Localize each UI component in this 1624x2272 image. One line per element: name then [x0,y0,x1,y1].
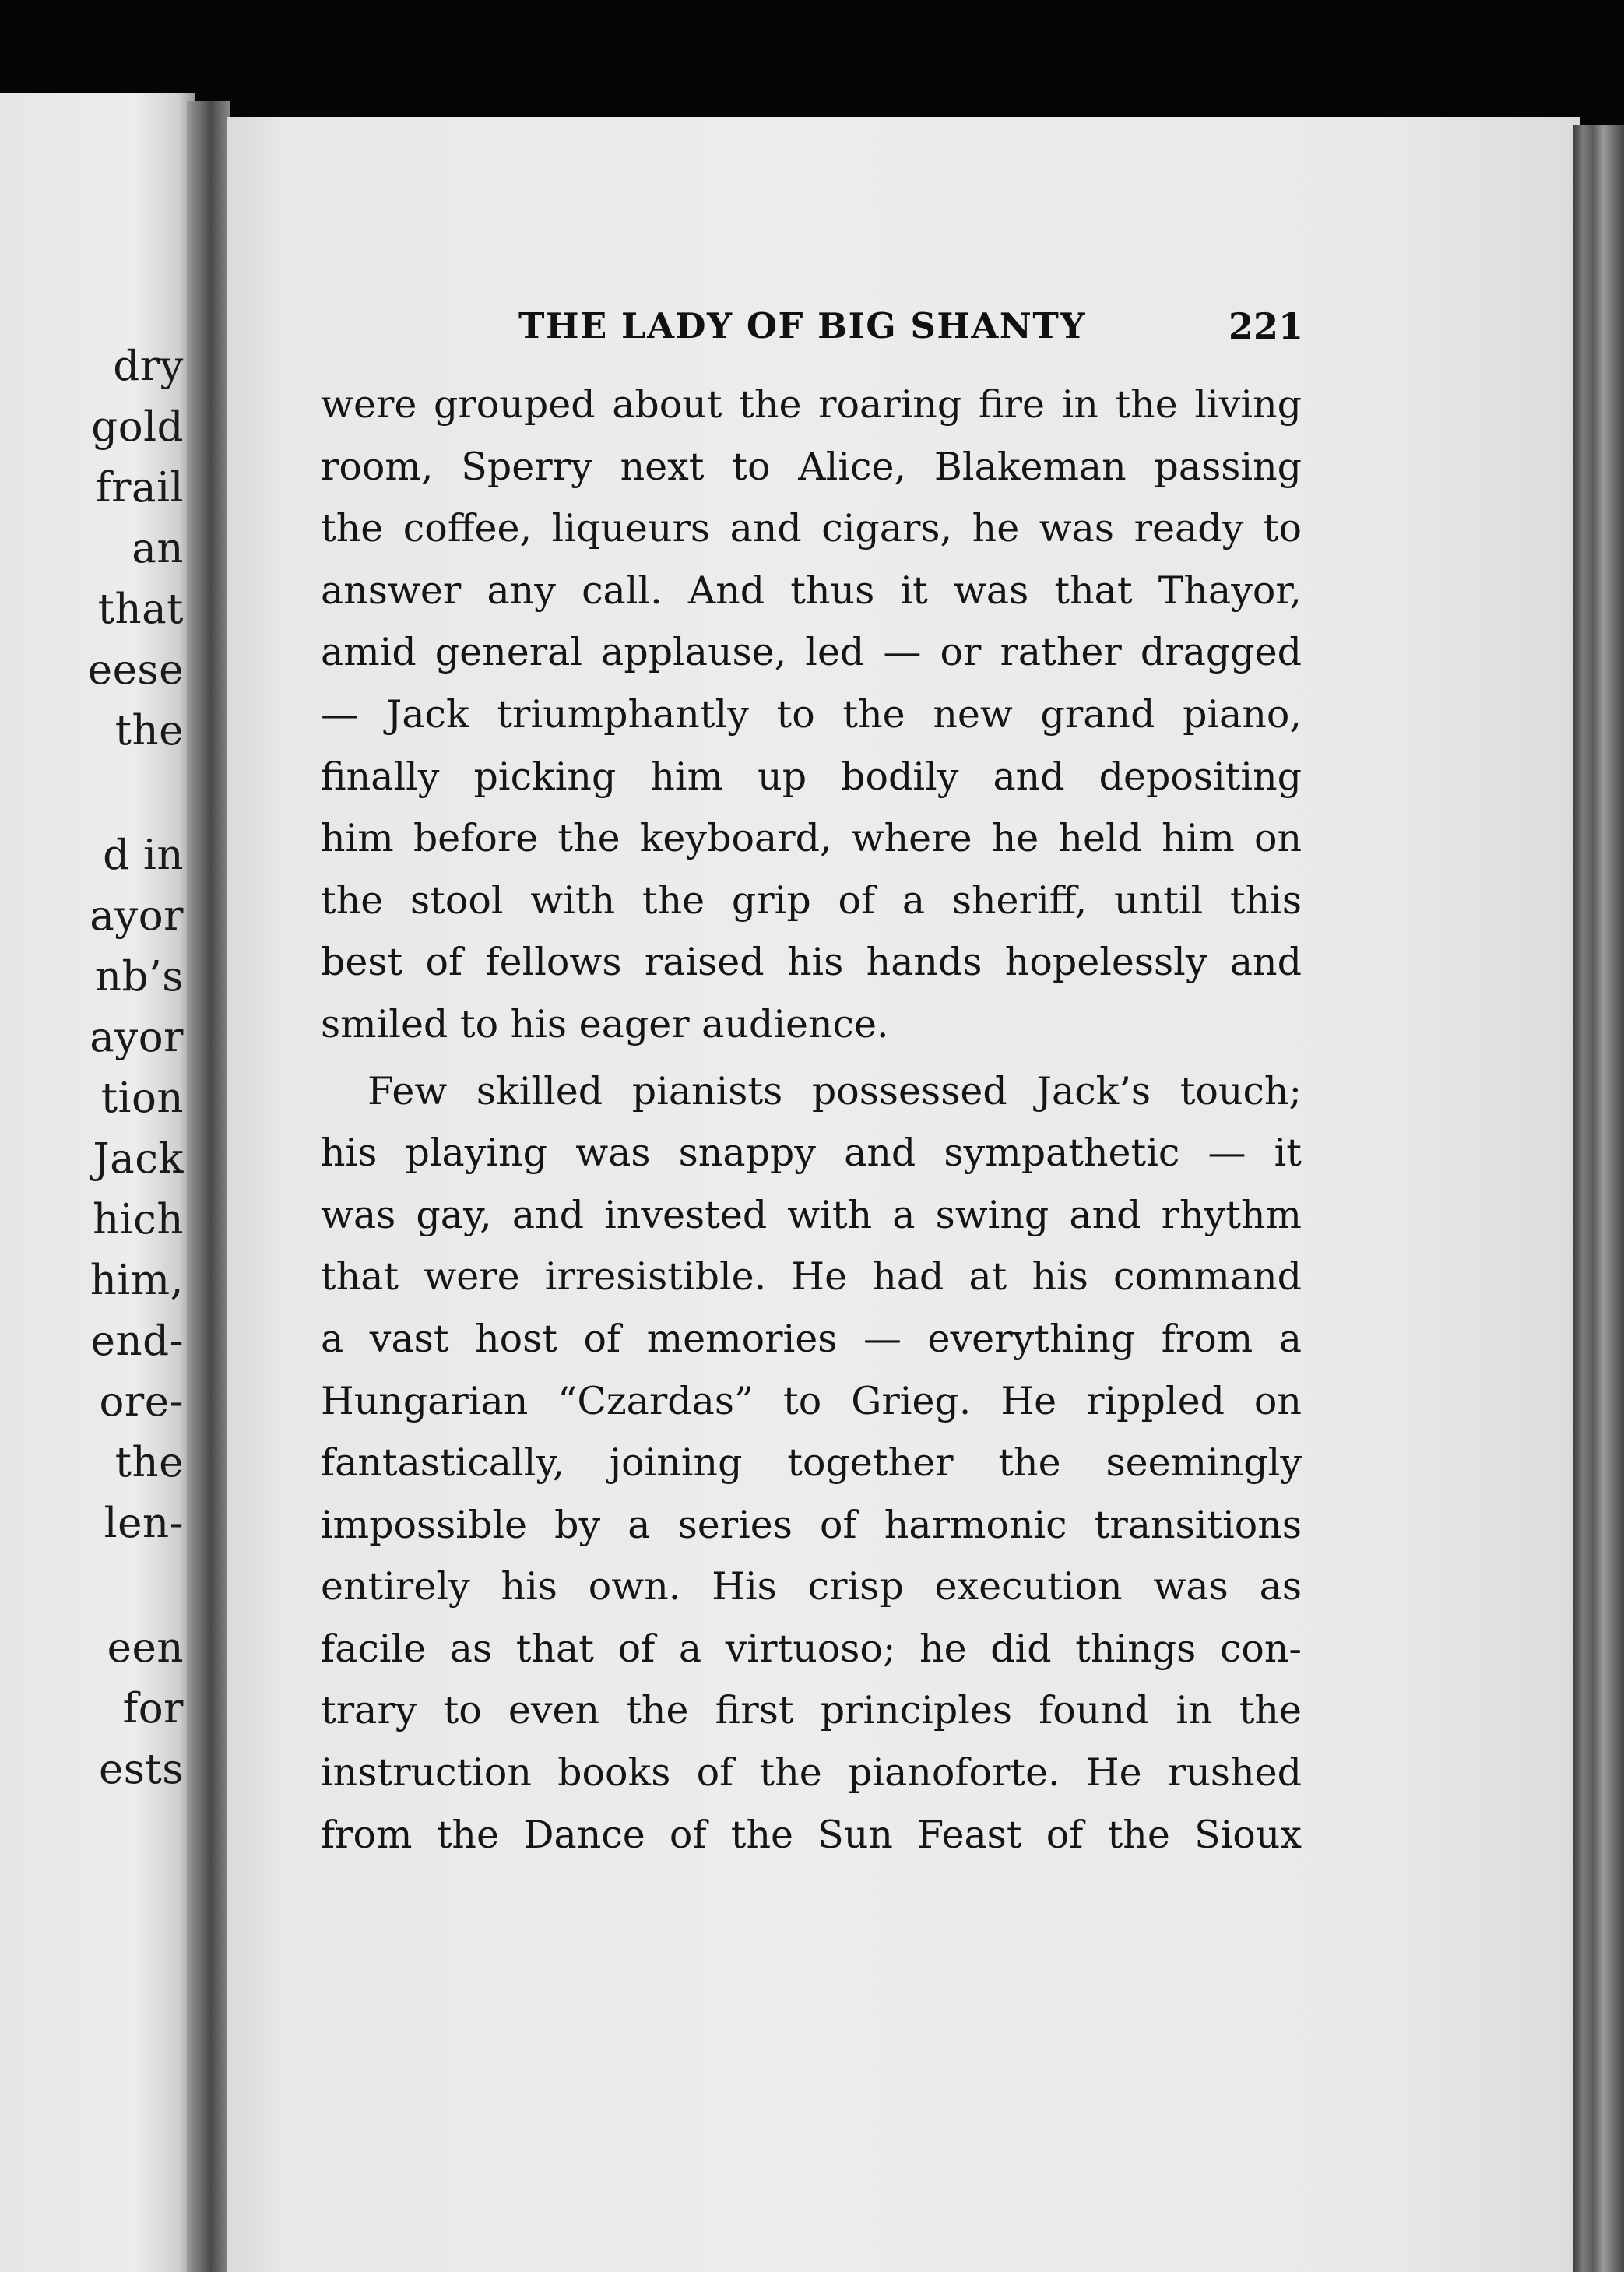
left-page-fragment: an [132,525,184,572]
text-line: entirely his own. His crisp execution was as [321,1564,1302,1609]
left-page-fragment: frail [96,464,184,512]
text-line: amid general applause, led — or rather dragged [321,630,1302,675]
left-page-fragment: ayor [90,1014,184,1061]
text-line: a vast host of memories — everything from a [321,1316,1302,1361]
left-page-fragment: dry [113,343,184,390]
text-line: was gay, and invested with a swing and rhythm [321,1192,1302,1237]
text-line: Hungarian “Czardas” to Grieg. He rippled on [321,1378,1302,1423]
left-page-fragment: him, [90,1257,184,1304]
page-number: 221 [1229,305,1304,347]
text-line: him before the keyboard, where he held him on [321,816,1302,861]
left-page-fragment: d in [103,832,184,879]
running-title: THE LADY OF BIG SHANTY [518,305,1087,346]
text-line: best of fellows raised his hands hopelessly and [321,940,1302,985]
text-line: smiled to his eager audience. [321,1001,889,1046]
text-line: impossible by a series of harmonic transitions [321,1502,1302,1547]
left-page-fragment: that [97,586,184,633]
left-facing-page [0,93,195,2272]
left-page-fragment: nb’s [94,953,184,1001]
body-text [321,374,1302,1866]
left-page-fragment: len- [104,1500,184,1547]
text-line: instruction books of the pianoforte. He rushed [321,1750,1302,1795]
text-line: the stool with the grip of a sheriff, until this [321,877,1302,923]
left-page-fragment: end- [90,1317,184,1365]
text-line: finally picking him up bodily and depositing [321,754,1302,799]
left-page-fragment: hich [93,1196,184,1243]
text-line: from the Dance of the Sun Feast of the Sioux [321,1812,1302,1857]
left-page-fragment: ests [98,1746,184,1793]
left-page-fragment: eese [87,646,184,694]
left-page-fragment: the [114,1439,184,1486]
text-line: trary to even the first principles found in the [321,1688,1302,1733]
left-page-fragment: een [107,1624,184,1672]
left-page-fragment: tion [100,1074,184,1122]
text-line: Few skilled pianists possessed Jack’s touch; [367,1068,1302,1113]
left-page-fragment: for [122,1685,184,1732]
paragraph [321,1060,1302,1866]
text-line: were grouped about the roaring fire in the living [321,382,1302,427]
text-line: answer any call. And thus it was that Thayor, [321,568,1302,613]
text-line: his playing was snappy and sympathetic — it [321,1131,1302,1176]
text-line: — Jack triumphantly to the new grand piano, [321,691,1302,737]
left-page-fragment: ore- [99,1378,184,1426]
text-line: facile as that of a virtuoso; he did things con- [321,1626,1302,1671]
text-line: the coffee, liqueurs and cigars, he was ready to [321,506,1302,551]
left-page-fragment: ayor [90,892,184,940]
book-gutter [187,101,230,2272]
left-page-fragment: gold [91,403,184,451]
text-line: room, Sperry next to Alice, Blakeman passing [321,444,1302,489]
page-edge [1573,125,1624,2272]
left-page-fragment: Jack [93,1135,184,1183]
text-line: fantastically, joining together the seemingly [321,1440,1302,1486]
paragraph [321,374,1302,1056]
running-head [0,305,1624,352]
left-page-fragment: the [114,707,184,754]
text-line: that were irresistible. He had at his command [321,1254,1302,1300]
